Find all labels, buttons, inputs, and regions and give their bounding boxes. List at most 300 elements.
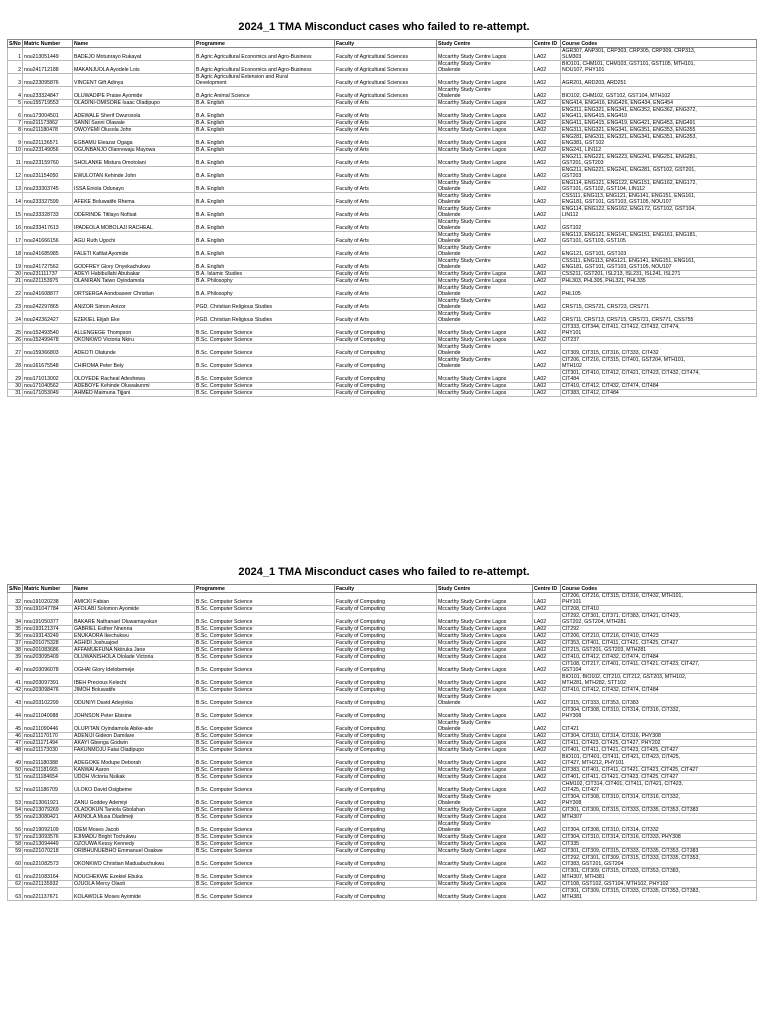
- row-sno: 34: [8, 613, 23, 626]
- centre-id: LA02: [533, 687, 561, 694]
- centre-id: LA02: [533, 154, 561, 167]
- table-row: [8, 814, 757, 821]
- study-centre: Mccarthy Study Centre Lagos: [437, 613, 533, 626]
- row-sno: 62: [8, 881, 23, 888]
- row-sno: 21: [8, 278, 23, 285]
- row-sno: 38: [8, 647, 23, 654]
- course-codes-line: ENG181, GST101, GST103, GST105, NOU107: [562, 199, 672, 205]
- course-codes: PHL303, PHL305, PHL321, PHL335: [561, 278, 757, 285]
- student-name: KOLAWOLE Moses Ayomide: [73, 888, 195, 901]
- faculty: Faculty of Agricultural Sciences: [335, 74, 437, 87]
- matric-number: nou241685985: [23, 245, 73, 258]
- course-codes: [561, 154, 757, 167]
- programme: B.A. English: [195, 245, 335, 258]
- table-row: [8, 593, 757, 606]
- study-centre: [437, 720, 533, 733]
- faculty: Faculty of Arts: [335, 134, 437, 147]
- row-sno: 40: [8, 661, 23, 674]
- study-centre: Mccarthy Study Centre Lagos: [437, 654, 533, 661]
- student-name: ORIBHUNUEBHO Emmanuel Osakwe: [73, 848, 195, 855]
- matric-number: nou213094449: [23, 841, 73, 848]
- centre-id: LA02: [533, 781, 561, 794]
- faculty: Faculty of Agricultural Sciences: [335, 48, 437, 61]
- course-codes-line: ENG114, ENG122, ENG162, ENG172, GST102, GST104,: [562, 206, 696, 212]
- centre-id: LA02: [533, 834, 561, 841]
- course-codes-line: ENG311, ENG321, ENG341, ENG352, ENG362, ENG372,: [562, 107, 697, 113]
- centre-id: LA02: [533, 193, 561, 206]
- row-sno: 53: [8, 794, 23, 807]
- student-name: JIMOH Boluwatife: [73, 687, 195, 694]
- table-row: [8, 74, 757, 87]
- student-name: OLADINI-OMISORE Isaac Oladipupo: [73, 100, 195, 107]
- programme: PGD. Christian Religious Studies: [195, 311, 335, 324]
- row-sno: 3: [8, 74, 23, 87]
- study-centre: Mccarthy Study Centre Lagos: [437, 74, 533, 87]
- faculty: Faculty of Computing: [335, 848, 437, 855]
- table-row: [8, 120, 757, 127]
- programme-line: Development: [196, 80, 227, 86]
- study-centre: Mccarthy Study Centre Lagos: [437, 747, 533, 754]
- table-row: [8, 781, 757, 794]
- course-codes-line: CSS111, ENG113, ENG121, ENG141, ENG151, ENG161,: [562, 193, 696, 199]
- matric-number: nou233417613: [23, 219, 73, 232]
- study-centre: Mccarthy Study Centre Lagos: [437, 370, 533, 383]
- faculty: Faculty of Computing: [335, 370, 437, 383]
- study-centre: Mccarthy Study Centre Lagos: [437, 167, 533, 180]
- matric-number: nou241712188: [23, 61, 73, 74]
- table-row: [8, 740, 757, 747]
- study-centre-line: Obalende: [438, 291, 461, 297]
- study-centre-line: Mccarthy Study Centre: [438, 193, 491, 199]
- centre-id: LA02: [533, 626, 561, 633]
- student-name: ANIZOR Simon Anizor: [73, 298, 195, 311]
- faculty: Faculty of Computing: [335, 640, 437, 647]
- course-codes: [561, 370, 757, 383]
- table-row: [8, 888, 757, 901]
- faculty: Faculty of Computing: [335, 593, 437, 606]
- study-centre: Mccarthy Study Centre Lagos: [437, 661, 533, 674]
- row-sno: 22: [8, 285, 23, 298]
- table-row: [8, 357, 757, 370]
- matric-number: nou221070218: [23, 848, 73, 855]
- table-row: [8, 841, 757, 848]
- programme: B.Sc. Computer Science: [195, 344, 335, 357]
- misconduct-table: [7, 39, 757, 397]
- centre-id: LA02: [533, 147, 561, 154]
- matric-number: nou242362427: [23, 311, 73, 324]
- row-sno: 1: [8, 48, 23, 61]
- table-row: [8, 687, 757, 694]
- faculty: Faculty of Computing: [335, 747, 437, 754]
- row-sno: 16: [8, 219, 23, 232]
- centre-id: LA02: [533, 383, 561, 390]
- course-codes-line: PHY101: [562, 599, 582, 605]
- matric-number: nou211180478: [23, 127, 73, 134]
- programme: PGD. Christian Religious Studies: [195, 298, 335, 311]
- matric-number: nou219092109: [23, 821, 73, 834]
- row-sno: 18: [8, 245, 23, 258]
- course-codes: [561, 61, 757, 74]
- table-row: [8, 383, 757, 390]
- course-codes: CIT410, CIT412, CIT432, CIT474, CIT484: [561, 687, 757, 694]
- course-codes-line: MTH102: [562, 363, 582, 369]
- programme: B.Sc. Computer Science: [195, 814, 335, 821]
- study-centre-line: Mccarthy Study Centre: [438, 87, 491, 93]
- faculty: Faculty of Computing: [335, 794, 437, 807]
- row-sno: 31: [8, 390, 23, 397]
- row-sno: 11: [8, 154, 23, 167]
- col-centre-id-header: Centre ID: [533, 40, 561, 48]
- study-centre: Mccarthy Study Centre Lagos: [437, 271, 533, 278]
- matric-number: nou233327599: [23, 193, 73, 206]
- course-codes-line: BIO101, CIT401, CIT411, CIT421, CIT423, CIT425,: [562, 754, 681, 760]
- faculty: Faculty of Arts: [335, 127, 437, 134]
- student-name: OLOYEDE Racheal Adeshewa: [73, 370, 195, 383]
- centre-id: LA02: [533, 613, 561, 626]
- study-centre-line: Obalende: [438, 264, 461, 270]
- course-codes-line: CIT333, CIT344, CIT411, CIT412, CIT432, CIT474,: [562, 324, 680, 330]
- course-codes: [561, 167, 757, 180]
- faculty: Faculty of Computing: [335, 357, 437, 370]
- faculty: Faculty of Computing: [335, 754, 437, 767]
- programme: B.A. English: [195, 154, 335, 167]
- programme: B.Sc. Computer Science: [195, 654, 335, 661]
- study-centre-line: Mccarthy Study Centre: [438, 298, 491, 304]
- study-centre: [437, 357, 533, 370]
- study-centre-line: Obalende: [438, 199, 461, 205]
- study-centre: Mccarthy Study Centre Lagos: [437, 606, 533, 613]
- course-codes: ENG411, ENG415, ENG419, ENG421, ENG453, ENG491: [561, 120, 757, 127]
- course-codes-line: CIT301, CIT309, CIT315, CIT333, CIT353, CIT383,: [562, 868, 680, 874]
- row-sno: 7: [8, 120, 23, 127]
- col-centre-header: Study Centre: [437, 40, 533, 48]
- matric-number: nou211173030: [23, 747, 73, 754]
- matric-number: nou203096078: [23, 661, 73, 674]
- student-name: ADEOTI Olatunde: [73, 344, 195, 357]
- course-codes: PHL105: [561, 285, 757, 298]
- centre-id: LA02: [533, 219, 561, 232]
- course-codes: [561, 707, 757, 720]
- student-name: ADENIJI Gideon Damilare: [73, 733, 195, 740]
- row-sno: 13: [8, 180, 23, 193]
- study-centre: Mccarthy Study Centre Lagos: [437, 754, 533, 767]
- student-name: AGHIDI Joshuajoel: [73, 640, 195, 647]
- study-centre-line: Mccarthy Study Centre: [438, 794, 491, 800]
- course-codes: [561, 134, 757, 147]
- course-codes: [561, 754, 757, 767]
- faculty: Faculty of Arts: [335, 100, 437, 107]
- study-centre: Mccarthy Study Centre Lagos: [437, 767, 533, 774]
- table-row: [8, 219, 757, 232]
- row-sno: 20: [8, 271, 23, 278]
- page-title-repeat: 2024_1 TMA Misconduct cases who failed to re-attempt.: [238, 566, 530, 578]
- course-codes-line: PHY308: [562, 713, 582, 719]
- faculty: Faculty of Computing: [335, 647, 437, 654]
- student-name: SHOLANKE Mistura Omotolani: [73, 154, 195, 167]
- course-codes: CIT108, GST102, GST104, MTH102, PHY102: [561, 881, 757, 888]
- study-centre: Mccarthy Study Centre Lagos: [437, 154, 533, 167]
- table-row: [8, 48, 757, 61]
- study-centre: Mccarthy Study Centre Lagos: [437, 740, 533, 747]
- study-centre: [437, 180, 533, 193]
- programme: B.A. English: [195, 107, 335, 120]
- programme: B.Sc. Computer Science: [195, 370, 335, 383]
- programme: B.A. Islamic Studies: [195, 271, 335, 278]
- matric-number: nou211181665: [23, 767, 73, 774]
- study-centre: Mccarthy Study Centre Lagos: [437, 390, 533, 397]
- course-codes: [561, 855, 757, 868]
- faculty: Faculty of Computing: [335, 390, 437, 397]
- course-codes-line: CIT206, CIT216, CIT315, CIT316, CIT432, MTH101,: [562, 593, 683, 599]
- faculty: Faculty of Arts: [335, 271, 437, 278]
- student-name: OJUOLA Mercy Olaoti: [73, 881, 195, 888]
- course-codes: CIT383, CIT412, CIT484: [561, 390, 757, 397]
- centre-id: LA02: [533, 127, 561, 134]
- faculty: Faculty of Computing: [335, 606, 437, 613]
- programme: B.Sc. Computer Science: [195, 687, 335, 694]
- faculty: Faculty of Computing: [335, 740, 437, 747]
- study-centre: Mccarthy Study Centre Lagos: [437, 640, 533, 647]
- study-centre-line: Mccarthy Study Centre: [438, 285, 491, 291]
- centre-id: LA02: [533, 107, 561, 120]
- table-row: [8, 193, 757, 206]
- centre-id: LA02: [533, 271, 561, 278]
- programme: B.Sc. Computer Science: [195, 781, 335, 794]
- row-sno: 9: [8, 134, 23, 147]
- programme: B.A. English: [195, 258, 335, 271]
- programme: B.A. English: [195, 232, 335, 245]
- student-name: OWOYEMI Olusola John: [73, 127, 195, 134]
- programme: B.Sc. Computer Science: [195, 337, 335, 344]
- col-matric-header: Matric Number: [23, 40, 73, 48]
- centre-id: LA02: [533, 747, 561, 754]
- faculty: Faculty of Arts: [335, 147, 437, 154]
- centre-id: LA02: [533, 100, 561, 107]
- course-codes: ENG121, GST101, GST103: [561, 245, 757, 258]
- student-name: BADEJO Motunrayo Rukayat: [73, 48, 195, 61]
- study-centre: Mccarthy Study Centre Lagos: [437, 687, 533, 694]
- student-name: KANWAI Aaron: [73, 767, 195, 774]
- course-codes: GST102: [561, 219, 757, 232]
- programme: B.Sc. Computer Science: [195, 834, 335, 841]
- study-centre-line: Mccarthy Study Centre: [438, 245, 491, 251]
- programme: B.Sc. Computer Science: [195, 707, 335, 720]
- programme: B.A. English: [195, 180, 335, 193]
- col-sno-header: S/No: [9, 40, 21, 47]
- matric-number: nou201083686: [23, 647, 73, 654]
- course-codes: [561, 206, 757, 219]
- centre-id: LA02: [533, 87, 561, 100]
- centre-id: LA02: [533, 232, 561, 245]
- faculty: Faculty of Computing: [335, 774, 437, 781]
- col-faculty-header: Faculty: [335, 585, 437, 593]
- study-centre-line: Obalende: [438, 800, 461, 806]
- row-sno: 51: [8, 774, 23, 781]
- faculty: Faculty of Computing: [335, 834, 437, 841]
- matric-number: nou211180388: [23, 754, 73, 767]
- study-centre: [437, 821, 533, 834]
- centre-id: LA02: [533, 654, 561, 661]
- faculty: Faculty of Arts: [335, 285, 437, 298]
- course-codes: CIT410, CIT412, CIT432, CIT474, CIT484: [561, 654, 757, 661]
- study-centre-line: Mccarthy Study Centre: [438, 357, 491, 363]
- student-name: EZEKIEL Elijah Eke: [73, 311, 195, 324]
- student-name: ALLENGEGE Thompson: [73, 324, 195, 337]
- study-centre-line: Obalende: [438, 700, 461, 706]
- student-name: AKAYI Gbenga Godwin: [73, 740, 195, 747]
- study-centre: Mccarthy Study Centre Lagos: [437, 626, 533, 633]
- centre-id: LA02: [533, 814, 561, 821]
- course-codes: CRS711, CRS713, CRS715, CRS721, CRS771, CSS755: [561, 311, 757, 324]
- table-row: [8, 674, 757, 687]
- student-name: OLUWANISHOLA Ololade Victoria: [73, 654, 195, 661]
- page-1: [0, 20, 768, 397]
- course-codes-line: SLM303: [562, 54, 582, 60]
- course-codes: [561, 593, 757, 606]
- study-centre-line: Obalende: [438, 317, 461, 323]
- matric-number: nou213080421: [23, 814, 73, 821]
- table-row: [8, 848, 757, 855]
- programme: B.Sc. Computer Science: [195, 593, 335, 606]
- row-sno: 37: [8, 640, 23, 647]
- student-name: IPADEOLA MOBOLAJI RACHEAL: [73, 219, 195, 232]
- matric-number: nou231154050: [23, 167, 73, 180]
- centre-id: LA02: [533, 807, 561, 814]
- centre-id: LA02: [533, 694, 561, 707]
- table-row: [8, 855, 757, 868]
- student-name: BAKARE Nathanael Oluwamayokun: [73, 613, 195, 626]
- col-centre-header: Study Centre: [437, 585, 533, 593]
- faculty: Faculty of Computing: [335, 337, 437, 344]
- programme: B.Sc. Computer Science: [195, 747, 335, 754]
- row-sno: 12: [8, 167, 23, 180]
- course-codes: CIT410, CIT412, CIT432, CIT474, CIT484: [561, 383, 757, 390]
- programme: B.Sc. Computer Science: [195, 807, 335, 814]
- student-name: FAKUNMOJU Fatai Oladipupo: [73, 747, 195, 754]
- course-codes: CIT237: [561, 337, 757, 344]
- programme: B.Sc. Computer Science: [195, 661, 335, 674]
- study-centre: Mccarthy Study Centre Lagos: [437, 100, 533, 107]
- centre-id: LA02: [533, 278, 561, 285]
- study-centre-line: Obalende: [438, 350, 461, 356]
- student-name: AMICKI Fabian: [73, 593, 195, 606]
- course-codes-line: CIT425, CIT427: [562, 787, 599, 793]
- study-centre: [437, 344, 533, 357]
- study-centre-line: Mccarthy Study Centre: [438, 258, 491, 264]
- faculty: Faculty of Computing: [335, 814, 437, 821]
- course-codes-line: CIT206, CIT216, CIT315, CIT401, GST204, MTH101,: [562, 357, 686, 363]
- faculty: Faculty of Arts: [335, 245, 437, 258]
- row-sno: 44: [8, 707, 23, 720]
- faculty: Faculty of Arts: [335, 298, 437, 311]
- course-codes: CSS211, GST201, ISL213, ISL231, ISL241, ISL271: [561, 271, 757, 278]
- faculty: Faculty of Computing: [335, 720, 437, 733]
- course-codes-line: CIT304, CIT308, CIT310, CIT314, CIT316, CIT332,: [562, 707, 680, 713]
- row-sno: 58: [8, 841, 23, 848]
- matric-number: nou203098476: [23, 687, 73, 694]
- row-sno: 33: [8, 606, 23, 613]
- centre-id: LA02: [533, 754, 561, 767]
- table-row: [8, 337, 757, 344]
- student-name: UDOH Victoria Nsikak: [73, 774, 195, 781]
- student-name: ODUNIYI David Adeyinka: [73, 694, 195, 707]
- programme: B.Sc. Computer Science: [195, 841, 335, 848]
- table-row: [8, 707, 757, 720]
- programme: B.Sc. Computer Science: [195, 754, 335, 767]
- faculty: Faculty of Computing: [335, 383, 437, 390]
- study-centre-line: Mccarthy Study Centre: [438, 219, 491, 225]
- course-codes-line: GST203: [562, 173, 582, 179]
- study-centre: Mccarthy Study Centre Lagos: [437, 807, 533, 814]
- study-centre: Mccarthy Study Centre Lagos: [437, 814, 533, 821]
- course-codes-line: NOU107, PHY101: [562, 67, 605, 73]
- row-sno: 47: [8, 740, 23, 747]
- table-row: [8, 807, 757, 814]
- table-row: [8, 370, 757, 383]
- programme: B.Agric Agricultural Economics and Agro-Business: [195, 61, 335, 74]
- row-sno: 49: [8, 754, 23, 767]
- table-row: [8, 127, 757, 134]
- programme: B.Sc. Computer Science: [195, 633, 335, 640]
- row-sno: 25: [8, 324, 23, 337]
- matric-number: nou213061921: [23, 794, 73, 807]
- centre-id: LA02: [533, 370, 561, 383]
- row-sno: 27: [8, 344, 23, 357]
- table-row: [8, 245, 757, 258]
- matric-number: nou221135932: [23, 881, 73, 888]
- course-codes: AGR201, ARD203, ARD251: [561, 74, 757, 87]
- centre-id: LA02: [533, 868, 561, 881]
- faculty: Faculty of Arts: [335, 193, 437, 206]
- course-codes-line: ENG114, ENG121, ENG122, ENG151, ENG162, ENG172,: [562, 180, 697, 186]
- course-codes: [561, 888, 757, 901]
- centre-id: LA02: [533, 180, 561, 193]
- page-2: [0, 565, 768, 901]
- course-codes: CIT411, CIT423, CIT425, CIT427, PHY202: [561, 740, 757, 747]
- faculty: Faculty of Arts: [335, 219, 437, 232]
- faculty: Faculty of Computing: [335, 767, 437, 774]
- course-codes: MTH307: [561, 814, 757, 821]
- col-centre-id-header: Centre ID: [533, 585, 561, 593]
- faculty: Faculty of Computing: [335, 855, 437, 868]
- matric-number: nou193143249: [23, 633, 73, 640]
- matric-number: nou221136571: [23, 134, 73, 147]
- table-row: [8, 206, 757, 219]
- table-row: [8, 154, 757, 167]
- faculty: Faculty of Computing: [335, 868, 437, 881]
- table-row: [8, 298, 757, 311]
- programme: B.Sc. Computer Science: [195, 674, 335, 687]
- student-name: SANNI Sanni Olawale: [73, 120, 195, 127]
- study-centre: Mccarthy Study Centre Lagos: [437, 881, 533, 888]
- programme: B.Sc. Computer Science: [195, 626, 335, 633]
- course-codes: [561, 661, 757, 674]
- student-name: AKINOLA Musa Oladimeji: [73, 814, 195, 821]
- programme: B.Sc. Computer Science: [195, 848, 335, 855]
- course-codes-line: CIT301, CIT410, CIT412, CIT421, CIT423, CIT432, CIT474,: [562, 370, 700, 376]
- course-codes: [561, 868, 757, 881]
- faculty: Faculty of Computing: [335, 821, 437, 834]
- table-row: [8, 180, 757, 193]
- faculty: Faculty of Computing: [335, 613, 437, 626]
- matric-number: nou211186709: [23, 781, 73, 794]
- faculty: Faculty of Computing: [335, 807, 437, 814]
- table-row: [8, 271, 757, 278]
- programme: B.Sc. Computer Science: [195, 733, 335, 740]
- centre-id: LA02: [533, 661, 561, 674]
- faculty: Faculty of Computing: [335, 626, 437, 633]
- programme: B.Agric Animal Science: [195, 87, 335, 100]
